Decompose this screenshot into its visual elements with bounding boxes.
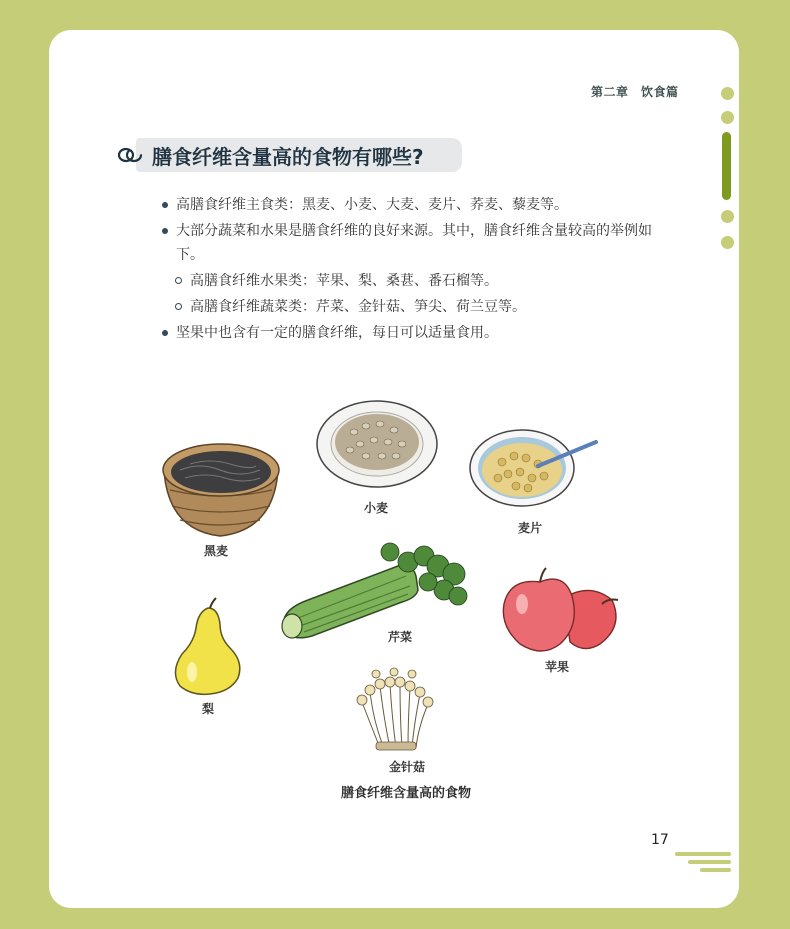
section-title: 膳食纤维含量高的食物有哪些?	[152, 145, 424, 169]
celery-illustration	[278, 538, 476, 644]
footer-stripe	[675, 852, 731, 856]
bullet-list	[160, 193, 660, 347]
nav-active-indicator[interactable]	[722, 132, 731, 200]
sub-list-item-text: 高膳食纤维水果类：苹果、梨、桑葚、番石榴等。	[190, 273, 498, 289]
rye-basket-illustration	[160, 440, 282, 540]
list-item-text: 高膳食纤维主食类：黑麦、小麦、大麦、麦片、荞麦、藜麦等。	[176, 197, 568, 213]
sub-list-item-text: 高膳食纤维蔬菜类：芹菜、金针菇、笋尖、荷兰豆等。	[190, 299, 526, 315]
bullet-dot-icon	[162, 228, 168, 234]
list-item	[160, 193, 660, 217]
apples-illustration	[500, 568, 622, 654]
figure-caption: 膳食纤维含量高的食物	[341, 786, 472, 801]
label-wheat: 小麦	[364, 501, 389, 515]
bullet-dot-icon	[162, 202, 168, 208]
link-loop-icon	[118, 147, 142, 163]
label-rye: 黑麦	[204, 544, 229, 558]
sub-list-item	[160, 269, 660, 293]
label-celery: 芹菜	[388, 630, 413, 644]
list-item	[160, 321, 660, 345]
sub-list-item	[160, 295, 660, 319]
wheat-plate-illustration	[316, 400, 438, 488]
nav-dot[interactable]	[721, 210, 734, 223]
bullet-ring-icon	[175, 303, 182, 310]
nav-dot[interactable]	[721, 236, 734, 249]
enoki-mushroom-illustration	[350, 668, 440, 752]
nav-dot[interactable]	[721, 87, 734, 100]
page-number: 17	[651, 832, 669, 848]
bullet-ring-icon	[175, 277, 182, 284]
nav-dot[interactable]	[721, 111, 734, 124]
list-item	[160, 219, 660, 267]
label-enoki: 金针菇	[389, 760, 426, 774]
label-oats: 麦片	[518, 521, 543, 535]
label-apple: 苹果	[545, 660, 570, 674]
list-item-text: 大部分蔬菜和水果是膳食纤维的良好来源。其中，膳食纤维含量较高的举例如下。	[176, 223, 652, 263]
label-pear: 梨	[202, 702, 215, 716]
bullet-dot-icon	[162, 330, 168, 336]
footer-stripe	[688, 860, 731, 864]
chapter-header: 第二章 饮食篇	[591, 85, 679, 99]
footer-stripe	[700, 868, 731, 872]
pear-illustration	[170, 598, 244, 696]
oats-bowl-illustration	[468, 428, 608, 508]
list-item-text: 坚果中也含有一定的膳食纤维，每日可以适量食用。	[176, 325, 498, 341]
